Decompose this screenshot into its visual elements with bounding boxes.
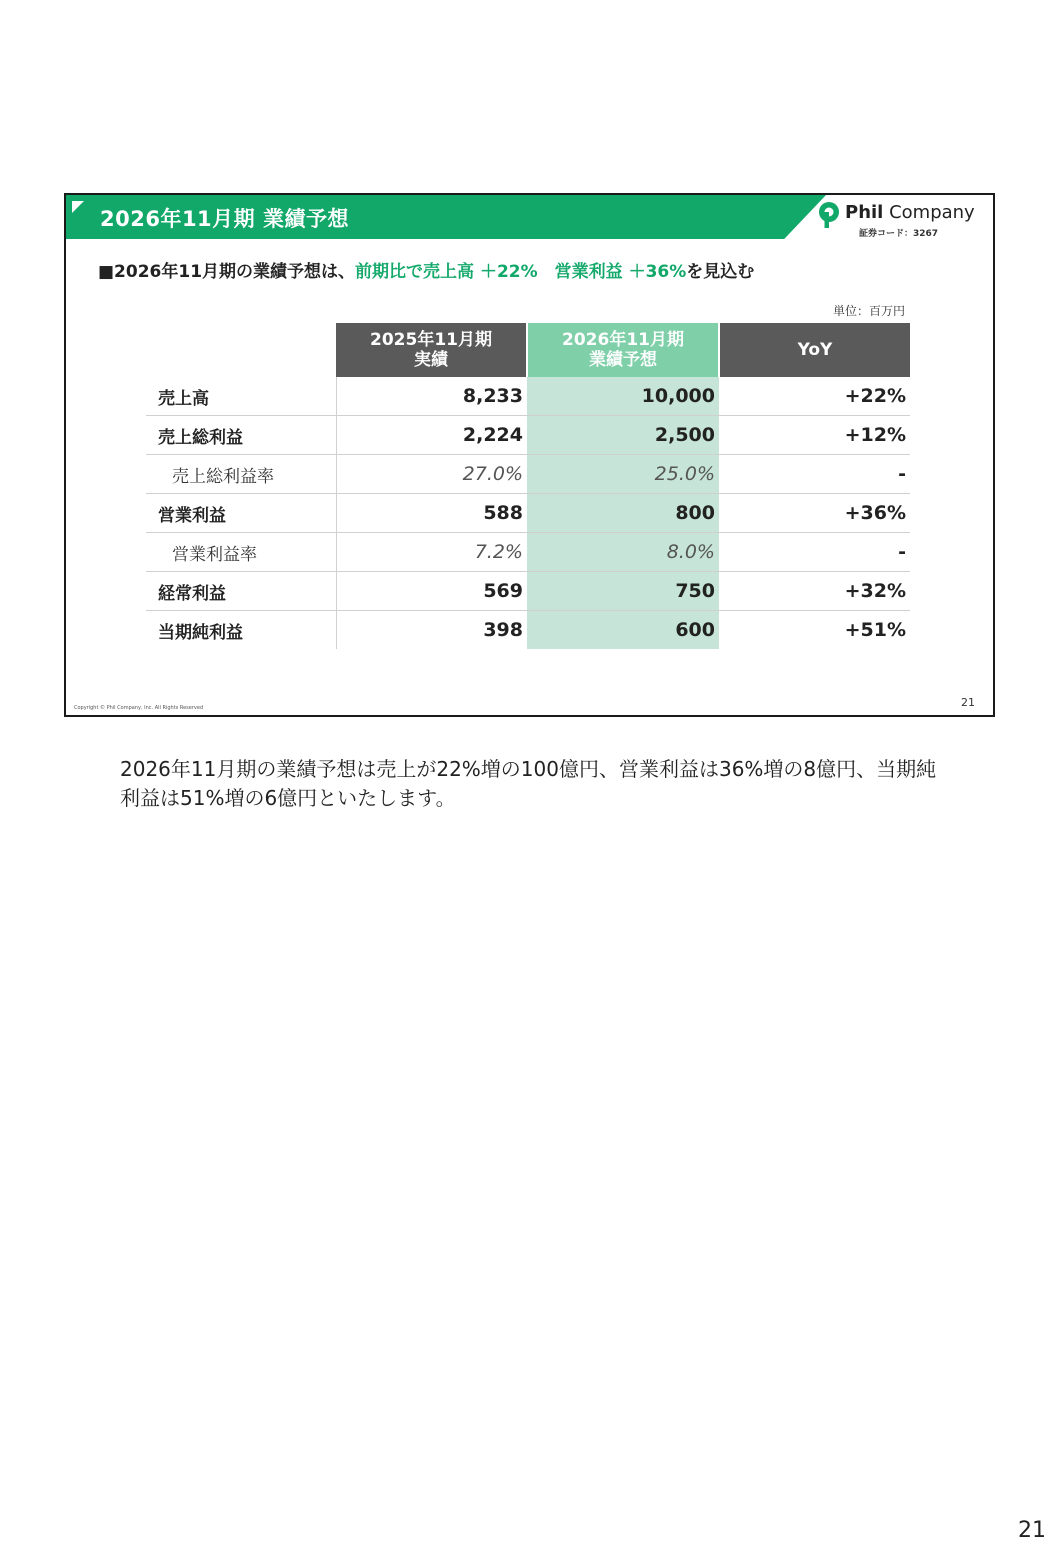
company-logo [817,201,977,241]
cell-forecast: 800 [527,494,719,533]
subtitle-suffix: を見込む [686,262,755,282]
row-label: 売上総利益率 [146,455,336,494]
cell-forecast: 600 [527,611,719,650]
table-row [146,572,910,611]
cell-forecast: 750 [527,572,719,611]
cell-yoy: +36% [719,494,910,533]
unit-label: 単位：百万円 [832,304,905,318]
cell-yoy: +32% [719,572,910,611]
cell-actual: 2,224 [336,416,527,455]
cell-actual: 27.0% [336,455,527,494]
cell-yoy: +12% [719,416,910,455]
table-row [146,494,910,533]
forecast-table [146,323,910,649]
phil-logo-icon [817,201,841,229]
cell-forecast: 25.0% [527,455,719,494]
cell-actual: 588 [336,494,527,533]
table-row [146,455,910,494]
row-label: 経常利益 [146,572,336,611]
cell-yoy: +22% [719,377,910,416]
slide-title: 2026年11月期 業績予想 [100,207,349,231]
row-label: 売上総利益 [146,416,336,455]
logo-name-rest: Company [883,202,975,223]
page-number: 21 [1018,1518,1046,1543]
row-label: 売上高 [146,377,336,416]
header-actual [336,323,527,377]
cell-forecast: 2,500 [527,416,719,455]
cell-actual: 7.2% [336,533,527,572]
corner-triangle-icon [72,201,84,213]
cell-yoy: - [719,455,910,494]
slide-subtitle [98,257,754,282]
cell-forecast: 8.0% [527,533,719,572]
table-row [146,416,910,455]
securities-code: 証券コード：3267 [859,229,939,239]
slide-number: 21 [961,696,975,709]
cell-yoy: - [719,533,910,572]
subtitle-prefix: ■2026年11月期の業績予想は、 [98,262,356,282]
header-forecast-line2: 業績予想 [589,350,657,370]
row-label: 当期純利益 [158,622,243,643]
header-actual-line1: 2025年11月期 [370,330,492,350]
header-actual-line2: 実績 [414,350,448,370]
slide [64,193,995,717]
row-label: 営業利益 [146,494,336,533]
row-label: 営業利益率 [146,533,336,572]
table-row [146,377,910,416]
logo-wordmark [845,202,975,223]
table-row [146,611,910,650]
cell-actual: 8,233 [336,377,527,416]
cell-yoy: +51% [844,619,906,641]
header-empty [146,323,336,377]
table-row [146,533,910,572]
cell-actual: 569 [336,572,527,611]
logo-name-bold: Phil [845,202,884,223]
header-forecast [527,323,719,377]
speaker-notes: 2026年11月期の業績予想は売上が22%増の100億円、営業利益は36%増の8億円、当期純利益は51%増の6億円といたします。 [120,757,937,810]
header-forecast-line1: 2026年11月期 [562,330,684,350]
copyright-text: Copyright © Phil Company, Inc. All Rights Reserved [74,705,204,711]
header-yoy: YoY [719,323,910,377]
cell-actual: 398 [336,611,527,650]
subtitle-highlight: 前期比で売上高 ＋22% 営業利益 ＋36% [355,262,687,282]
cell-forecast: 10,000 [527,377,719,416]
table-header-row [146,323,910,377]
